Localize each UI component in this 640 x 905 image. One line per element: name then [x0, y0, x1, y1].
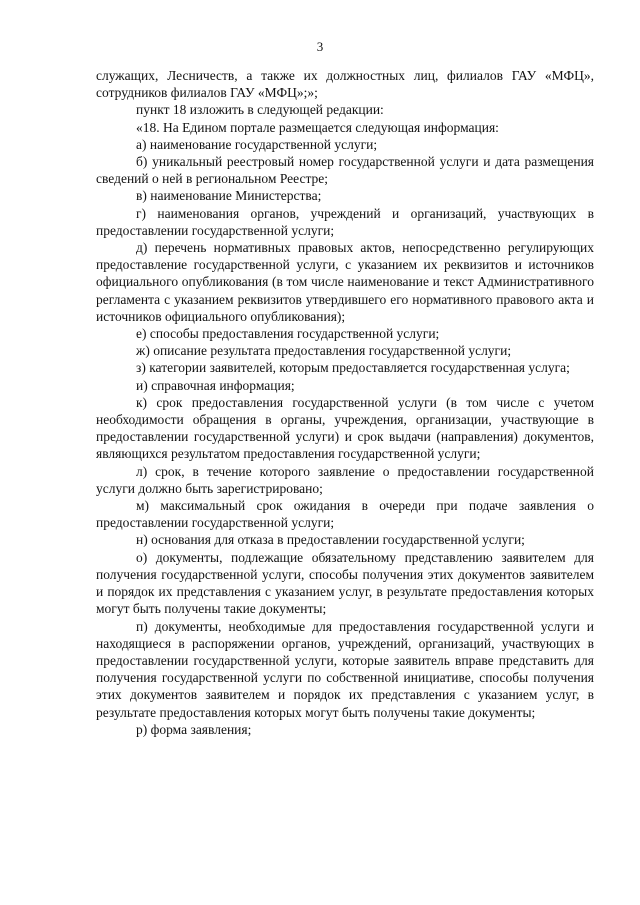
paragraph-amendment-instruction: пункт 18 изложить в следующей редакции: — [136, 102, 384, 118]
paragraph-item-g: г) наименования органов, учреждений и организаций, участвующих в предоставлении государственной услуги; — [96, 205, 594, 238]
paragraph-item-zh: ж) описание результата предоставления государственной услуги; — [136, 343, 512, 359]
paragraph-item-18-intro: «18. На Едином портале размещается следующая информация: — [136, 119, 499, 135]
paragraph-item-p: п) документы, необходимые для предоставления государственной услуги и находящиеся в распоряжении органов, учреждений, организаций, участвующих в предоставлении государственной услуги, которые заявитель вправе представить для получения государственной услуги по собственной инициативе, способы получения этих документов заявителем и порядок их представления с указанием услуг, в результате предоставления которых могут быть получены такие документы; — [96, 618, 594, 720]
paragraph-item-o: о) документы, подлежащие обязательному представлению заявителем для получения государственной услуги, способы получения этих документов заявителем и порядок их представления с указанием услуг, в результате предоставления которых могут быть получены такие документы; — [96, 549, 594, 617]
paragraph-item-i: и) справочная информация; — [136, 377, 295, 393]
paragraph-item-a: а) наименование государственной услуги; — [136, 136, 378, 152]
paragraph-item-n: н) основания для отказа в предоставлении государственной услуги; — [136, 532, 525, 548]
paragraph-item-r: р) форма заявления; — [136, 721, 252, 737]
paragraph-item-k: к) срок предоставления государственной услуги (в том числе с учетом необходимости обращения в органы, учреждения, организации, участвующие в предоставлении государственной услуги) и срок выдачи (направления) документов, являющихся результатом предоставления государственной услуги; — [96, 394, 594, 462]
paragraph-item-l: л) срок, в течение которого заявление о предоставлении государственной услуги должно быть зарегистрировано; — [96, 463, 594, 496]
page-number: 3 — [316, 39, 324, 54]
paragraph-item-v: в) наименование Министерства; — [136, 188, 322, 204]
paragraph-item-e: е) способы предоставления государственной услуги; — [136, 326, 440, 342]
paragraph-item-m: м) максимальный срок ожидания в очереди при подаче заявления о предоставлении государственной услуги; — [96, 498, 594, 531]
paragraph-continuation: служащих, Лесничеств, а также их должностных лиц, филиалов ГАУ «МФЦ», сотрудников филиалов ГАУ «МФЦ»;»; — [96, 68, 594, 101]
paragraph-item-z: з) категории заявителей, которым предоставляется государственная услуга; — [136, 360, 570, 376]
paragraph-item-b: б) уникальный реестровый номер государственной услуги и дата размещения сведений о ней в региональном Реестре; — [96, 154, 594, 187]
paragraph-item-d: д) перечень нормативных правовых актов, непосредственно регулирующих предоставление государственной услуги, с указанием их реквизитов и источников официального опубликования (в том числе наименование и текст Административного регламента с указанием реквизитов утвердившего его нормативного правового акта и источников официального опубликования); — [96, 240, 594, 324]
document-body — [96, 67, 594, 738]
